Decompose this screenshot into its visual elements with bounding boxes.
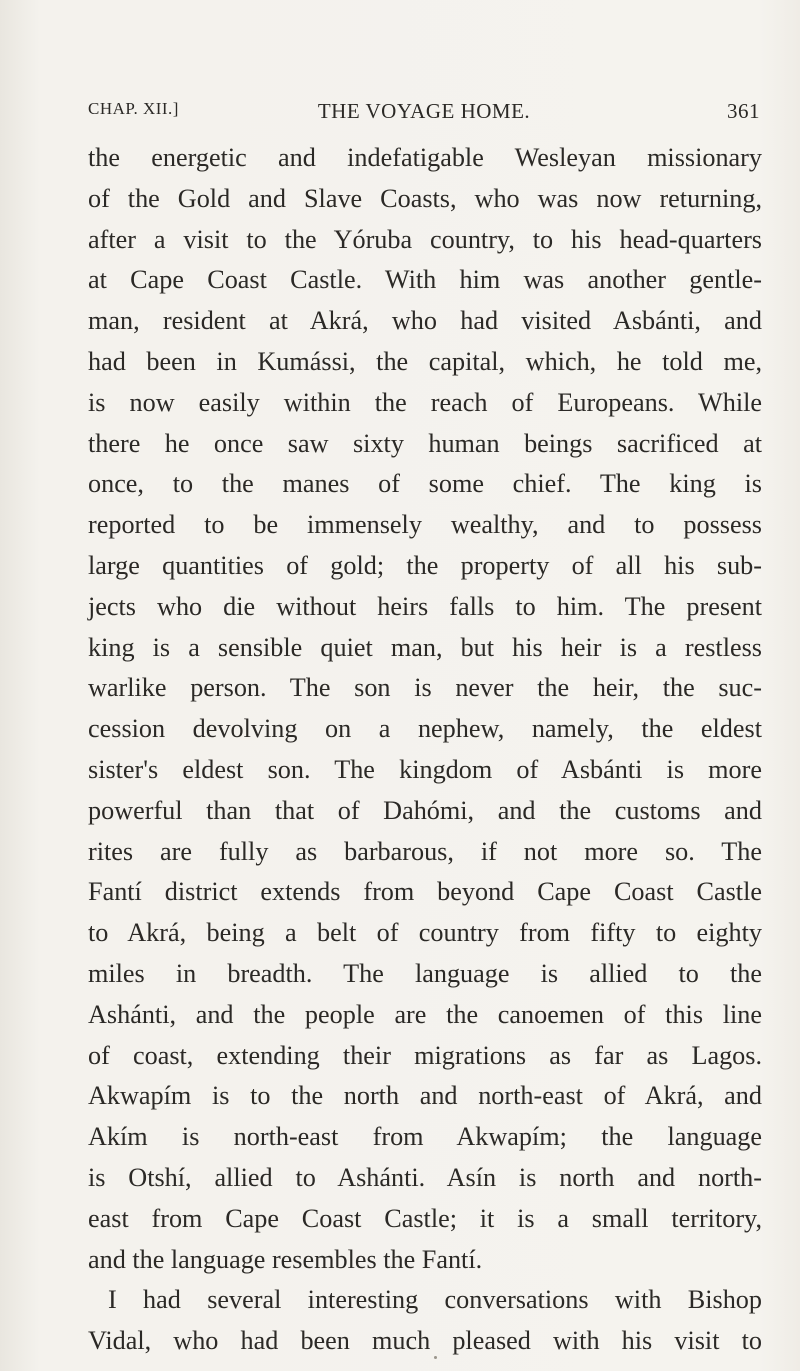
text-line: warlike person. The son is never the heir, the suc- [88, 673, 762, 703]
text-line: once, to the manes of some chief. The king is [88, 469, 762, 499]
text-line: miles in breadth. The language is allied to the [88, 958, 762, 988]
text-line: after a visit to the Yóruba country, to his head-quarters [88, 224, 762, 254]
text-line: Vidal, who had been much pleased with his visit to [88, 1326, 762, 1356]
text-line: at Cape Coast Castle. With him was another gentle- [88, 265, 762, 295]
text-line: reported to be immensely wealthy, and to possess [88, 510, 762, 540]
text-line: powerful than that of Dahómi, and the customs and [88, 795, 762, 825]
text-line: large quantities of gold; the property of all his sub- [88, 550, 762, 580]
running-title: THE VOYAGE HOME. [317, 99, 531, 123]
text-line: Akím is north-east from Akwapím; the language [88, 1122, 762, 1152]
text-line: and the language resembles the Fantí. [88, 1244, 483, 1274]
text-line: of coast, extending their migrations as far as Lagos. [88, 1040, 762, 1070]
text-line: is Otshí, allied to Ashánti. Asín is north and north- [88, 1162, 762, 1192]
text-line: there he once saw sixty human beings sacrificed at [88, 428, 762, 458]
text-line: is now easily within the reach of Europeans. While [88, 387, 762, 417]
text-line: sister's eldest son. The kingdom of Asbánti is more [88, 754, 762, 784]
text-line: jects who die without heirs falls to him. The present [88, 591, 762, 621]
text-line: east from Cape Coast Castle; it is a small territory, [88, 1203, 762, 1233]
text-line: Fantí district extends from beyond Cape Coast Castle [88, 877, 762, 907]
text-line: cession devolving on a nephew, namely, the eldest [88, 714, 762, 744]
chapter-label: CHAP. XII.] [88, 99, 179, 118]
text-line: I had several interesting conversations with Bishop [108, 1285, 762, 1315]
text-line: Ashánti, and the people are the canoemen of this line [88, 999, 762, 1029]
text-line: Akwapím is to the north and north-east of Akrá, and [88, 1081, 762, 1111]
text-line: of the Gold and Slave Coasts, who was now returning, [88, 183, 762, 213]
page-number: 361 [727, 99, 760, 123]
text-line: the energetic and indefatigable Wesleyan missionary [88, 143, 762, 172]
text-line: rites are fully as barbarous, if not more so. The [88, 836, 762, 866]
text-line: to Akrá, being a belt of country from fifty to eighty [88, 918, 762, 948]
paper-speck [434, 1356, 437, 1359]
running-header [88, 99, 760, 133]
body-text [88, 138, 762, 1362]
text-line: man, resident at Akrá, who had visited Asbánti, and [88, 306, 762, 336]
text-line: had been in Kumássi, the capital, which, he told me, [88, 346, 762, 376]
text-line: king is a sensible quiet man, but his heir is a restless [88, 632, 762, 662]
